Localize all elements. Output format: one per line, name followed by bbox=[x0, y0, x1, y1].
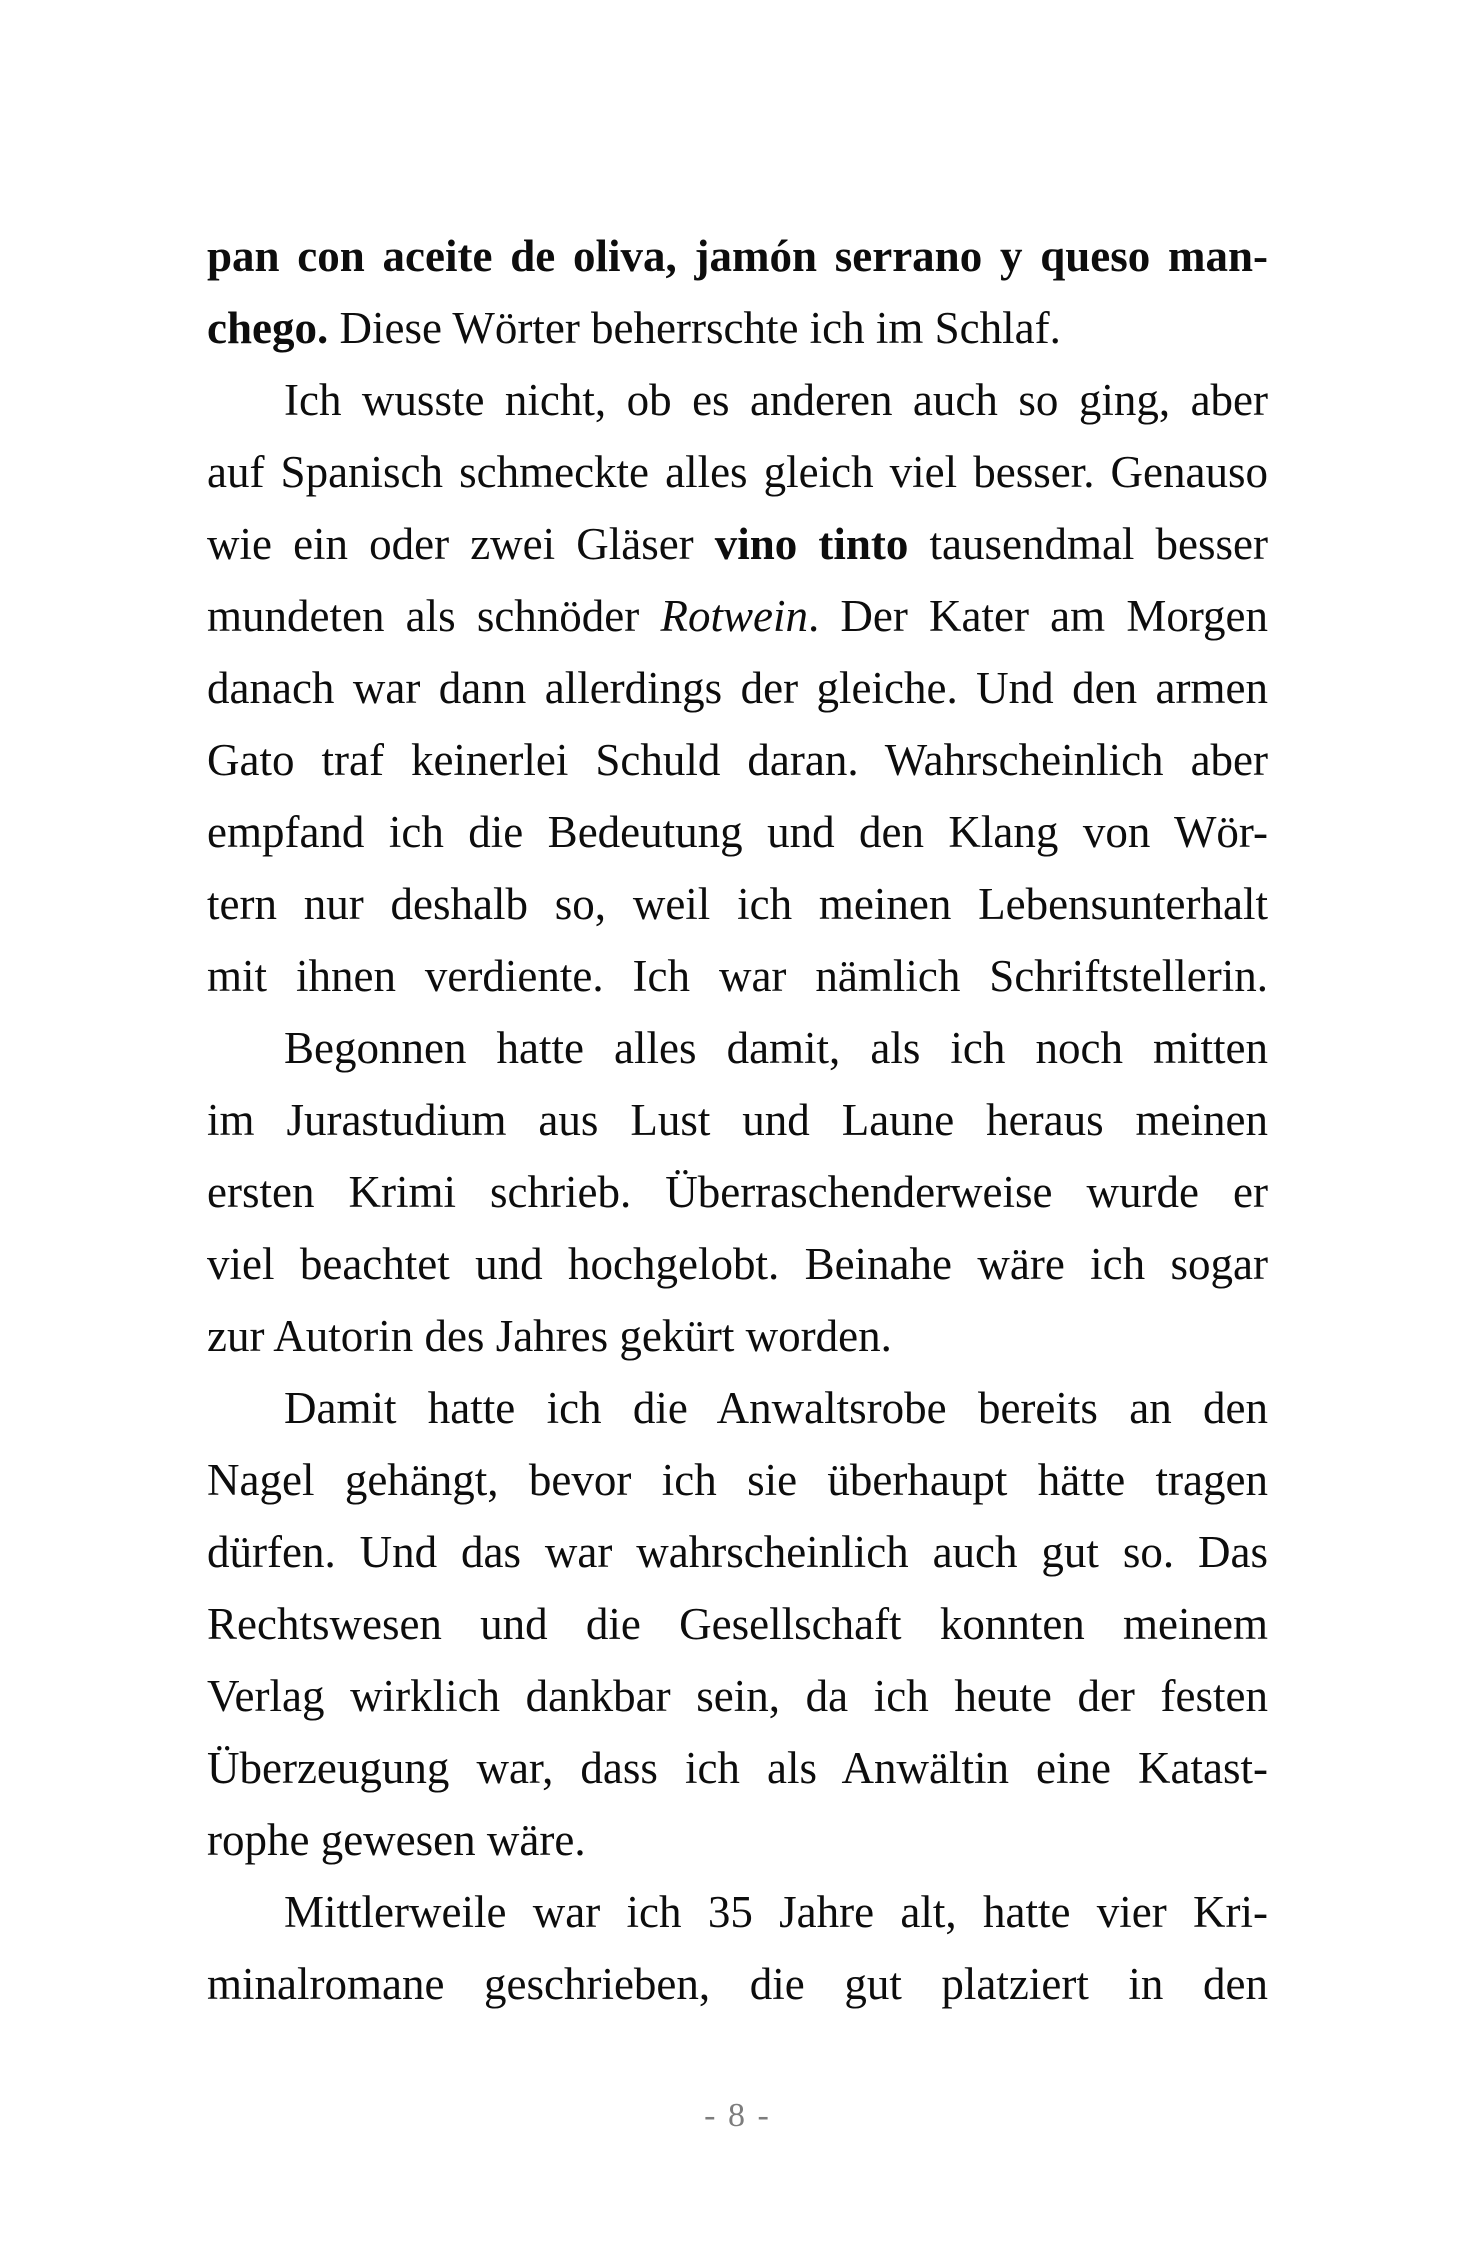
text-segment: pan con aceite de oliva, jamón serrano y queso man- bbox=[207, 231, 1268, 281]
text-segment: dürfen. Und das war wahrscheinlich auch gut so. Das bbox=[207, 1527, 1268, 1577]
text-segment: Ich wusste nicht, ob es anderen auch so ging, aber bbox=[284, 375, 1268, 425]
text-segment: Nagel gehängt, bevor ich sie überhaupt hätte tragen bbox=[207, 1455, 1268, 1505]
text-line bbox=[207, 1012, 1268, 1084]
text-segment: . Der Kater am Morgen bbox=[807, 591, 1268, 641]
text-line bbox=[207, 1228, 1268, 1300]
text-segment: tern nur deshalb so, weil ich meinen Lebensunterhalt bbox=[207, 879, 1268, 929]
text-segment: zur Autorin des Jahres gekürt worden. bbox=[207, 1311, 892, 1361]
text-line bbox=[207, 508, 1268, 580]
page-number: - 8 - bbox=[704, 2097, 771, 2134]
text-segment: Diese Wörter beherrschte ich im Schlaf. bbox=[328, 303, 1061, 353]
text-segment: ersten Krimi schrieb. Überraschenderweise wurde er bbox=[207, 1167, 1268, 1217]
text-line bbox=[207, 1588, 1268, 1660]
text-segment: Rotwein bbox=[660, 591, 808, 641]
text-segment: Rechtswesen und die Gesellschaft konnten meinem bbox=[207, 1599, 1268, 1649]
text-segment: danach war dann allerdings der gleiche. Und den armen bbox=[207, 663, 1268, 713]
text-segment: mundeten als schnöder bbox=[207, 591, 661, 641]
text-line bbox=[207, 1300, 1268, 1372]
text-segment: Überzeugung war, dass ich als Anwältin eine Katast- bbox=[207, 1743, 1268, 1793]
text-line bbox=[207, 364, 1268, 436]
text-line bbox=[207, 580, 1268, 652]
text-line bbox=[207, 1516, 1268, 1588]
text-line bbox=[207, 1876, 1268, 1948]
text-segment: viel beachtet und hochgelobt. Beinahe wäre ich sogar bbox=[207, 1239, 1268, 1289]
text-segment: tausendmal besser bbox=[908, 519, 1268, 569]
text-segment: auf Spanisch schmeckte alles gleich viel besser. Genauso bbox=[207, 447, 1268, 497]
text-segment: Verlag wirklich dankbar sein, da ich heute der festen bbox=[207, 1671, 1268, 1721]
text-segment: vino tinto bbox=[714, 519, 909, 569]
text-line bbox=[207, 868, 1268, 940]
text-segment: Begonnen hatte alles damit, als ich noch mitten bbox=[284, 1023, 1268, 1073]
body-text bbox=[207, 220, 1268, 2020]
text-line bbox=[207, 652, 1268, 724]
text-line bbox=[207, 1948, 1268, 2020]
text-line bbox=[207, 940, 1268, 1012]
text-line bbox=[207, 724, 1268, 796]
text-line bbox=[207, 436, 1268, 508]
text-segment: im Jurastudium aus Lust und Laune heraus meinen bbox=[207, 1095, 1268, 1145]
text-segment: Mittlerweile war ich 35 Jahre alt, hatte vier Kri- bbox=[284, 1887, 1268, 1937]
text-segment: wie ein oder zwei Gläser bbox=[207, 519, 715, 569]
text-line bbox=[207, 1732, 1268, 1804]
text-segment: chego. bbox=[207, 303, 329, 353]
text-segment: minalromane geschrieben, die gut platziert in den bbox=[207, 1959, 1268, 2009]
text-line bbox=[207, 1156, 1268, 1228]
text-line bbox=[207, 1372, 1268, 1444]
text-line bbox=[207, 220, 1268, 292]
text-line bbox=[207, 1660, 1268, 1732]
text-line bbox=[207, 292, 1268, 364]
text-line bbox=[207, 1084, 1268, 1156]
text-segment: Damit hatte ich die Anwaltsrobe bereits an den bbox=[284, 1383, 1268, 1433]
text-line bbox=[207, 1804, 1268, 1876]
text-segment: mit ihnen verdiente. Ich war nämlich Schriftstellerin. bbox=[207, 951, 1268, 1001]
text-line bbox=[207, 1444, 1268, 1516]
text-segment: Gato traf keinerlei Schuld daran. Wahrscheinlich aber bbox=[207, 735, 1268, 785]
text-segment: rophe gewesen wäre. bbox=[207, 1815, 586, 1865]
text-line bbox=[207, 796, 1268, 868]
text-segment: empfand ich die Bedeutung und den Klang von Wör- bbox=[207, 807, 1268, 857]
